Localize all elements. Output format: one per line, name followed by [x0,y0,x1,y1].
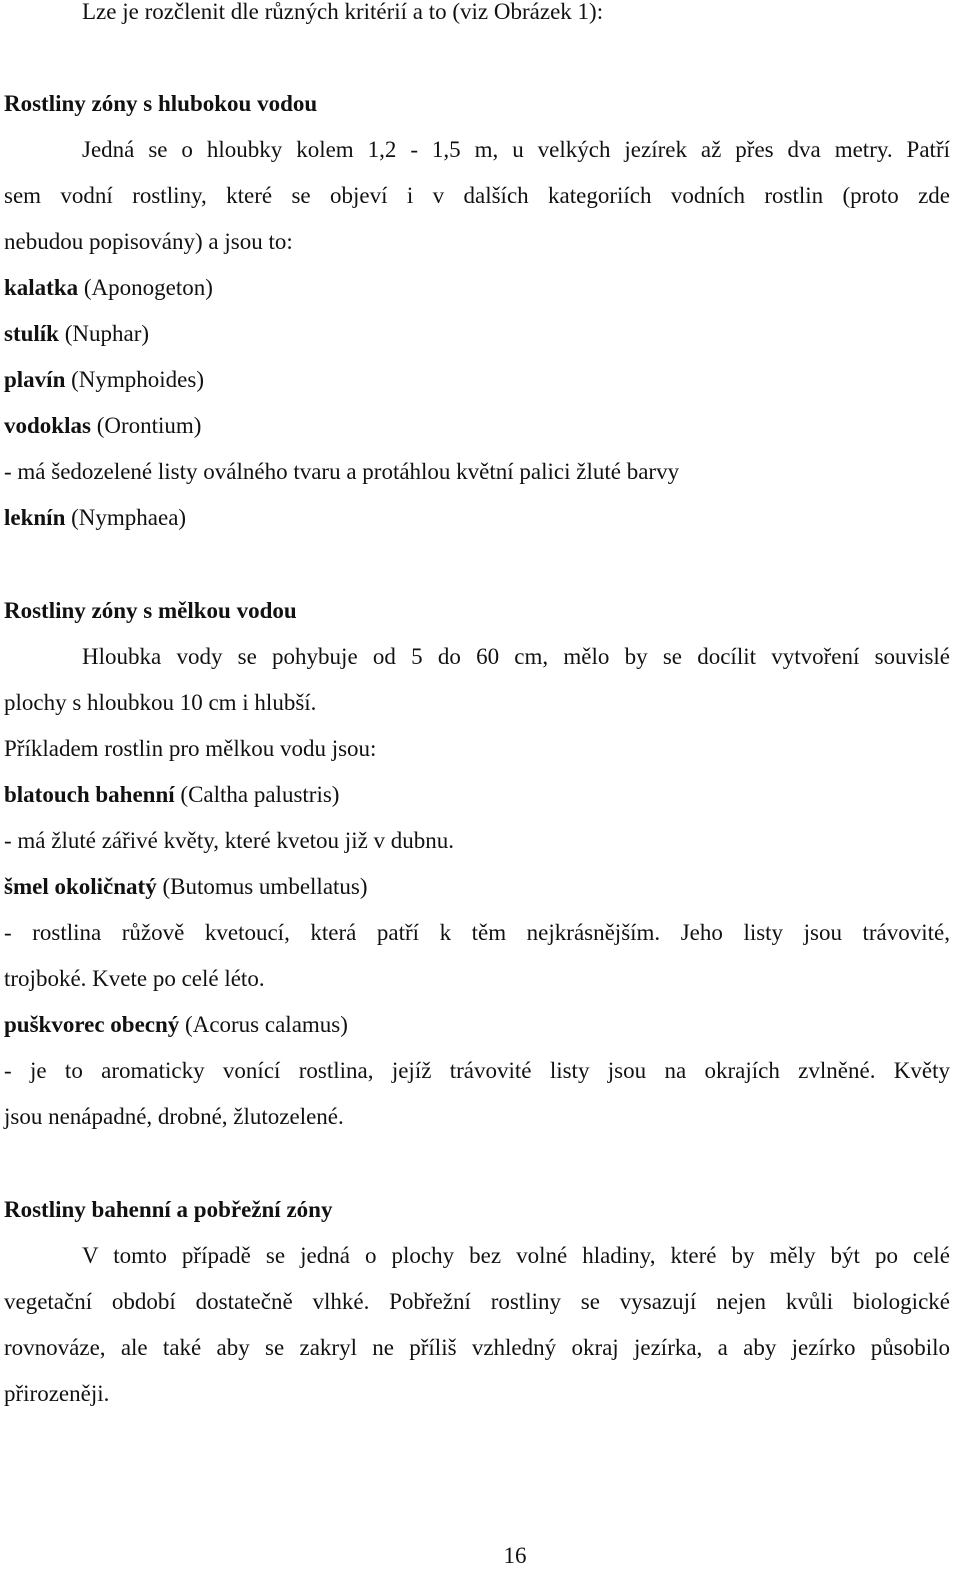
plant-item-leknin: leknín (Nymphaea) [4,505,187,530]
paragraph-line: Jedná se o hloubky kolem 1,2 - 1,5 m, u velkých jezírek až přes dva metry. Patří [82,137,950,162]
section-heading-shallow-water: Rostliny zóny s mělkou vodou [4,598,297,623]
plant-description: jsou nenápadné, drobné, žlutozelené. [4,1104,344,1129]
paragraph-line: sem vodní rostliny, které se objeví i v dalších kategoriích vodních rostlin (proto zde [4,183,950,208]
plant-item-blatouch: blatouch bahenní (Caltha palustris) [4,782,340,807]
paragraph-line: vegetační období dostatečně vlhké. Pobřežní rostliny se vysazují nejen kvůli biologické [4,1289,950,1314]
plant-description: - má žluté zářivé květy, které kvetou již v dubnu. [4,828,455,853]
paragraph-line: nebudou popisovány) a jsou to: [4,229,293,254]
plant-item-kalatka: kalatka (Aponogeton) [4,275,213,300]
plant-description: - má šedozelené listy oválného tvaru a protáhlou květní palici žluté barvy [4,459,680,484]
paragraph-line: rovnováze, ale také aby se zakryl ne příliš vzhledný okraj jezírka, a aby jezírko působilo [4,1335,950,1360]
plant-description: trojboké. Kvete po celé léto. [4,966,265,991]
plant-item-plavin: plavín (Nymphoides) [4,367,204,392]
section-heading-marsh-shore: Rostliny bahenní a pobřežní zóny [4,1197,333,1222]
examples-intro: Příkladem rostlin pro mělkou vodu jsou: [4,736,377,761]
plant-item-vodoklas: vodoklas (Orontium) [4,413,202,438]
plant-item-puskvorec: puškvorec obecný (Acorus calamus) [4,1012,348,1037]
paragraph-line: V tomto případě se jedná o plochy bez volné hladiny, které by měly být po celé [82,1243,950,1268]
plant-item-smel: šmel okoličnatý (Butomus umbellatus) [4,874,368,899]
paragraph-line: Hloubka vody se pohybuje od 5 do 60 cm, mělo by se docílit vytvoření souvislé [82,644,950,669]
paragraph-line: plochy s hloubkou 10 cm i hlubší. [4,690,317,715]
page-number: 16 [503,1543,527,1568]
plant-description: - rostlina růžově kvetoucí, která patří k těm nejkrásnějším. Jeho listy jsou trávovité, [4,920,950,945]
intro-text: Lze je rozčlenit dle různých kritérií a to (viz Obrázek 1): [82,0,604,24]
paragraph-line: přirozeněji. [4,1381,110,1406]
plant-item-stulik: stulík (Nuphar) [4,321,150,346]
section-heading-deep-water: Rostliny zóny s hlubokou vodou [4,91,318,116]
plant-description: - je to aromaticky vonící rostlina, jejíž trávovité listy jsou na okrajích zvlněné. Květy [4,1058,950,1083]
